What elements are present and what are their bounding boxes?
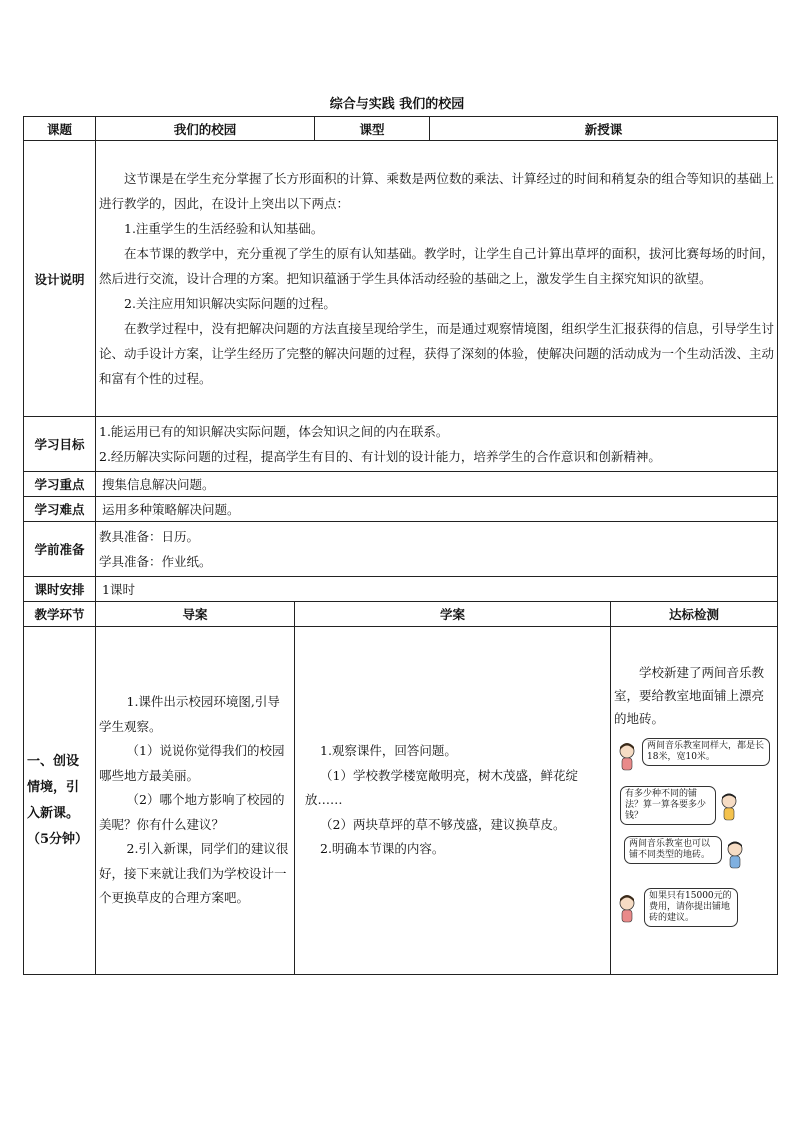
column-check: 达标检测	[611, 602, 778, 627]
dialogue-bubble: 两间音乐教室也可以铺不同类型的地砖。	[624, 836, 722, 864]
study-item: （2）两块草坪的草不够茂盛，建议换草皮。	[320, 816, 566, 832]
schedule-value: 1课时	[96, 577, 778, 602]
section1-row	[24, 627, 778, 975]
design-paragraph: 在本节课的教学中，充分重视了学生的原有认知基础。教学时，让学生自己计算出草坪的面积，拔河比赛每场的时间，然后进行交流，设计合理的方案。把知识蕴涵于学生具体活动经验的基础之上，激发学生自主探究知识的欲望。	[99, 246, 775, 286]
design-content	[96, 141, 778, 417]
difficulty-row	[24, 497, 778, 522]
topic-label: 课题	[24, 117, 96, 141]
goal-item: 1.能运用已有的知识解决实际问题，体会知识之间的内在联系。	[99, 424, 449, 439]
student-girl-icon	[616, 742, 638, 772]
schedule-row	[24, 577, 778, 602]
stage-line: 一、创设	[27, 753, 80, 769]
dialogue-bubble: 两间音乐教室同样大，都是长18米，宽10米。	[642, 738, 770, 766]
design-paragraph: 2.关注应用知识解决实际问题的过程。	[124, 296, 336, 311]
header-row	[24, 117, 778, 141]
student-boy-icon	[724, 840, 746, 870]
goals-content	[96, 417, 778, 472]
schedule-label: 课时安排	[24, 577, 96, 602]
study-item: 2.明确本节课的内容。	[320, 841, 445, 857]
difficulty-value: 运用多种策略解决问题。	[96, 497, 778, 522]
study-content	[295, 627, 611, 975]
dialogue-bubble: 有多少种不同的铺法？算一算各要多少钱？	[620, 786, 716, 825]
check-content	[611, 627, 778, 975]
dialogue-2	[614, 786, 774, 836]
design-paragraph: 在教学过程中，没有把解决问题的方法直接呈现给学生，而是通过观察情境图，组织学生汇报获得的信息，引导学生讨论、动手设计方案，让学生经历了完整的解决问题的过程，获得了深刻的体验，使解决问题的活动成为一个生动活泼、主动和富有个性的过程。	[99, 321, 775, 386]
prep-item: 学具准备：作业纸。	[99, 554, 212, 569]
design-row	[24, 141, 778, 417]
study-item: （1）学校教学楼宽敞明亮，树木茂盛，鲜花绽放……	[305, 767, 578, 808]
focus-row	[24, 472, 778, 497]
guide-content	[96, 627, 295, 975]
columns-header-row	[24, 602, 778, 627]
dialogue-4	[614, 886, 774, 936]
prep-content	[96, 522, 778, 577]
prep-row	[24, 522, 778, 577]
stage-line: 情境，引	[27, 779, 80, 795]
check-intro: 学校新建了两间音乐教室，要给教室地面铺上漂亮的地砖。	[614, 665, 765, 726]
dialogue-1	[614, 736, 774, 786]
guide-item: （1）说说你觉得我们的校园哪些地方最美丽。	[99, 743, 285, 783]
stage-label	[24, 627, 96, 975]
guide-item: （2）哪个地方影响了校园的美呢？你有什么建议？	[99, 792, 285, 832]
guide-item: 2.引入新课，同学们的建议很好，接下来就让我们为学校设计一个更换草皮的合理方案吧。	[99, 841, 289, 906]
type-value: 新授课	[430, 117, 778, 141]
design-paragraph: 这节课是在学生充分掌握了长方形面积的计算、乘数是两位数的乘法、计算经过的时间和稍复杂的组合等知识的基础上进行教学的，因此，在设计上突出以下两点：	[99, 171, 775, 211]
focus-value: 搜集信息解决问题。	[96, 472, 778, 497]
dialogue-3	[614, 836, 774, 886]
difficulty-label: 学习难点	[24, 497, 96, 522]
topic-value: 我们的校园	[96, 117, 315, 141]
stage-line: 入新课。	[27, 805, 80, 821]
guide-item: 1.课件出示校园环境图,引导学生观察。	[99, 694, 280, 734]
design-paragraph: 1.注重学生的生活经验和认知基础。	[124, 221, 324, 236]
student-girl-icon	[616, 894, 638, 924]
type-label: 课型	[315, 117, 430, 141]
column-guide: 导案	[96, 602, 295, 627]
goal-item: 2.经历解决实际问题的过程，提高学生有目的、有计划的设计能力，培养学生的合作意识和创新精神。	[99, 449, 661, 464]
prep-item: 教具准备：日历。	[99, 529, 200, 544]
study-item: 1.观察课件，回答问题。	[320, 743, 457, 759]
goals-label: 学习目标	[24, 417, 96, 472]
prep-label: 学前准备	[24, 522, 96, 577]
column-study: 学案	[295, 602, 611, 627]
page-title: 综合与实践 我们的校园	[329, 97, 465, 112]
lesson-plan-table	[23, 116, 778, 975]
design-label: 设计说明	[24, 141, 96, 417]
student-boy-icon	[718, 792, 740, 822]
goals-row	[24, 417, 778, 472]
stage-line: （5分钟）	[27, 831, 89, 847]
dialogue-bubble: 如果只有15000元的费用，请你提出铺地砖的建议。	[644, 888, 738, 927]
column-stage: 教学环节	[24, 602, 96, 627]
focus-label: 学习重点	[24, 472, 96, 497]
